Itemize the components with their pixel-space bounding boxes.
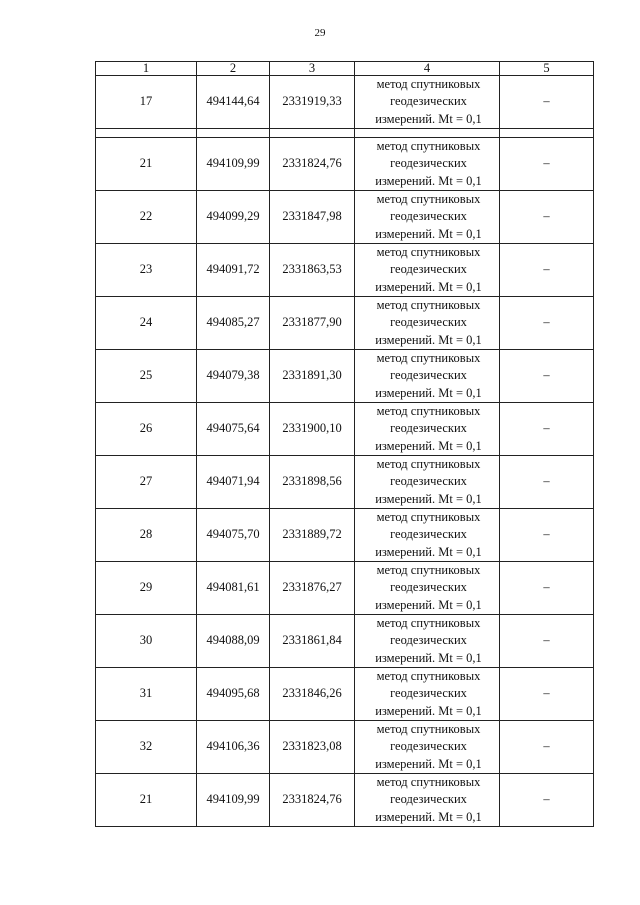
- method-cell: [355, 76, 500, 129]
- column5-cell: –: [500, 774, 594, 827]
- table-row: [96, 562, 594, 615]
- column5-cell: –: [500, 138, 594, 191]
- y-coordinate-cell: 2331847,98: [270, 191, 355, 244]
- empty-cell: [500, 129, 594, 138]
- column5-cell: –: [500, 721, 594, 774]
- method-line: метод спутниковых: [376, 563, 481, 578]
- y-coordinate-cell: 2331824,76: [270, 774, 355, 827]
- y-coordinate-cell: 2331898,56: [270, 456, 355, 509]
- y-coordinate-cell: 2331891,30: [270, 350, 355, 403]
- method-line: метод спутниковых: [376, 616, 481, 631]
- method-line: метод спутниковых: [376, 404, 481, 419]
- method-cell: [355, 615, 500, 668]
- method-cell: [355, 138, 500, 191]
- column-header: 2: [197, 62, 270, 76]
- method-line: метод спутниковых: [376, 351, 481, 366]
- method-cell: [355, 668, 500, 721]
- column5-cell: –: [500, 191, 594, 244]
- point-number-cell: 26: [96, 403, 197, 456]
- x-coordinate-cell: 494095,68: [197, 668, 270, 721]
- method-line: геодезических: [390, 315, 467, 330]
- x-coordinate-cell: 494144,64: [197, 76, 270, 129]
- method-line: измерений. Mt = 0,1: [375, 491, 482, 506]
- method-line: измерений. Mt = 0,1: [375, 703, 482, 718]
- method-line: геодезических: [390, 209, 467, 224]
- point-number-cell: 24: [96, 297, 197, 350]
- method-line: метод спутниковых: [376, 457, 481, 472]
- table-header-row: [96, 62, 594, 76]
- y-coordinate-cell: 2331900,10: [270, 403, 355, 456]
- method-line: измерений. Mt = 0,1: [375, 809, 482, 824]
- point-number-cell: 21: [96, 774, 197, 827]
- method-line: измерений. Mt = 0,1: [375, 173, 482, 188]
- point-number-cell: 22: [96, 191, 197, 244]
- y-coordinate-cell: 2331824,76: [270, 138, 355, 191]
- method-line: геодезических: [390, 368, 467, 383]
- method-line: измерений. Mt = 0,1: [375, 279, 482, 294]
- table-row: [96, 244, 594, 297]
- method-line: геодезических: [390, 686, 467, 701]
- method-line: геодезических: [390, 474, 467, 489]
- method-line: метод спутниковых: [376, 77, 481, 92]
- method-line: измерений. Mt = 0,1: [375, 597, 482, 612]
- column-header: 4: [355, 62, 500, 76]
- x-coordinate-cell: 494071,94: [197, 456, 270, 509]
- method-cell: [355, 721, 500, 774]
- x-coordinate-cell: 494109,99: [197, 774, 270, 827]
- method-line: измерений. Mt = 0,1: [375, 332, 482, 347]
- table-row: [96, 509, 594, 562]
- x-coordinate-cell: 494106,36: [197, 721, 270, 774]
- method-line: геодезических: [390, 580, 467, 595]
- table-row: [96, 721, 594, 774]
- column5-cell: –: [500, 403, 594, 456]
- column5-cell: –: [500, 350, 594, 403]
- x-coordinate-cell: 494088,09: [197, 615, 270, 668]
- method-line: измерений. Mt = 0,1: [375, 756, 482, 771]
- method-line: геодезических: [390, 633, 467, 648]
- table-gap-row: [96, 129, 594, 138]
- column5-cell: –: [500, 615, 594, 668]
- y-coordinate-cell: 2331919,33: [270, 76, 355, 129]
- method-line: метод спутниковых: [376, 192, 481, 207]
- point-number-cell: 28: [96, 509, 197, 562]
- method-line: геодезических: [390, 262, 467, 277]
- empty-cell: [96, 129, 197, 138]
- method-line: геодезических: [390, 527, 467, 542]
- table-row: [96, 297, 594, 350]
- empty-cell: [355, 129, 500, 138]
- x-coordinate-cell: 494075,64: [197, 403, 270, 456]
- column5-cell: –: [500, 668, 594, 721]
- method-line: измерений. Mt = 0,1: [375, 544, 482, 559]
- table-row: [96, 403, 594, 456]
- method-line: измерений. Mt = 0,1: [375, 111, 482, 126]
- method-line: геодезических: [390, 156, 467, 171]
- table-row: [96, 76, 594, 129]
- method-line: метод спутниковых: [376, 775, 481, 790]
- method-cell: [355, 350, 500, 403]
- x-coordinate-cell: 494079,38: [197, 350, 270, 403]
- method-cell: [355, 509, 500, 562]
- table-row: [96, 191, 594, 244]
- column5-cell: –: [500, 562, 594, 615]
- column-header: 1: [96, 62, 197, 76]
- method-line: метод спутниковых: [376, 298, 481, 313]
- column-header: 5: [500, 62, 594, 76]
- y-coordinate-cell: 2331877,90: [270, 297, 355, 350]
- column5-cell: –: [500, 297, 594, 350]
- page-number: 29: [314, 27, 326, 39]
- empty-cell: [197, 129, 270, 138]
- point-number-cell: 23: [96, 244, 197, 297]
- method-cell: [355, 456, 500, 509]
- point-number-cell: 31: [96, 668, 197, 721]
- method-cell: [355, 403, 500, 456]
- method-line: метод спутниковых: [376, 669, 481, 684]
- x-coordinate-cell: 494075,70: [197, 509, 270, 562]
- table-row: [96, 615, 594, 668]
- column5-cell: –: [500, 509, 594, 562]
- method-line: геодезических: [390, 792, 467, 807]
- point-number-cell: 32: [96, 721, 197, 774]
- method-line: измерений. Mt = 0,1: [375, 438, 482, 453]
- y-coordinate-cell: 2331846,26: [270, 668, 355, 721]
- method-line: измерений. Mt = 0,1: [375, 650, 482, 665]
- column-header: 3: [270, 62, 355, 76]
- point-number-cell: 27: [96, 456, 197, 509]
- method-cell: [355, 774, 500, 827]
- method-line: метод спутниковых: [376, 722, 481, 737]
- coordinates-table: [95, 61, 594, 827]
- table-row: [96, 774, 594, 827]
- column5-cell: –: [500, 76, 594, 129]
- table-row: [96, 138, 594, 191]
- method-line: геодезических: [390, 739, 467, 754]
- y-coordinate-cell: 2331861,84: [270, 615, 355, 668]
- x-coordinate-cell: 494085,27: [197, 297, 270, 350]
- point-number-cell: 21: [96, 138, 197, 191]
- method-line: геодезических: [390, 421, 467, 436]
- column5-cell: –: [500, 456, 594, 509]
- method-line: измерений. Mt = 0,1: [375, 385, 482, 400]
- y-coordinate-cell: 2331823,08: [270, 721, 355, 774]
- point-number-cell: 17: [96, 76, 197, 129]
- method-line: метод спутниковых: [376, 245, 481, 260]
- table-row: [96, 668, 594, 721]
- empty-cell: [270, 129, 355, 138]
- method-line: геодезических: [390, 94, 467, 109]
- method-cell: [355, 244, 500, 297]
- point-number-cell: 25: [96, 350, 197, 403]
- method-cell: [355, 191, 500, 244]
- x-coordinate-cell: 494099,29: [197, 191, 270, 244]
- x-coordinate-cell: 494109,99: [197, 138, 270, 191]
- point-number-cell: 30: [96, 615, 197, 668]
- point-number-cell: 29: [96, 562, 197, 615]
- y-coordinate-cell: 2331889,72: [270, 509, 355, 562]
- y-coordinate-cell: 2331863,53: [270, 244, 355, 297]
- table-row: [96, 350, 594, 403]
- method-line: измерений. Mt = 0,1: [375, 226, 482, 241]
- method-cell: [355, 562, 500, 615]
- method-cell: [355, 297, 500, 350]
- x-coordinate-cell: 494091,72: [197, 244, 270, 297]
- method-line: метод спутниковых: [376, 139, 481, 154]
- x-coordinate-cell: 494081,61: [197, 562, 270, 615]
- method-line: метод спутниковых: [376, 510, 481, 525]
- y-coordinate-cell: 2331876,27: [270, 562, 355, 615]
- table-row: [96, 456, 594, 509]
- column5-cell: –: [500, 244, 594, 297]
